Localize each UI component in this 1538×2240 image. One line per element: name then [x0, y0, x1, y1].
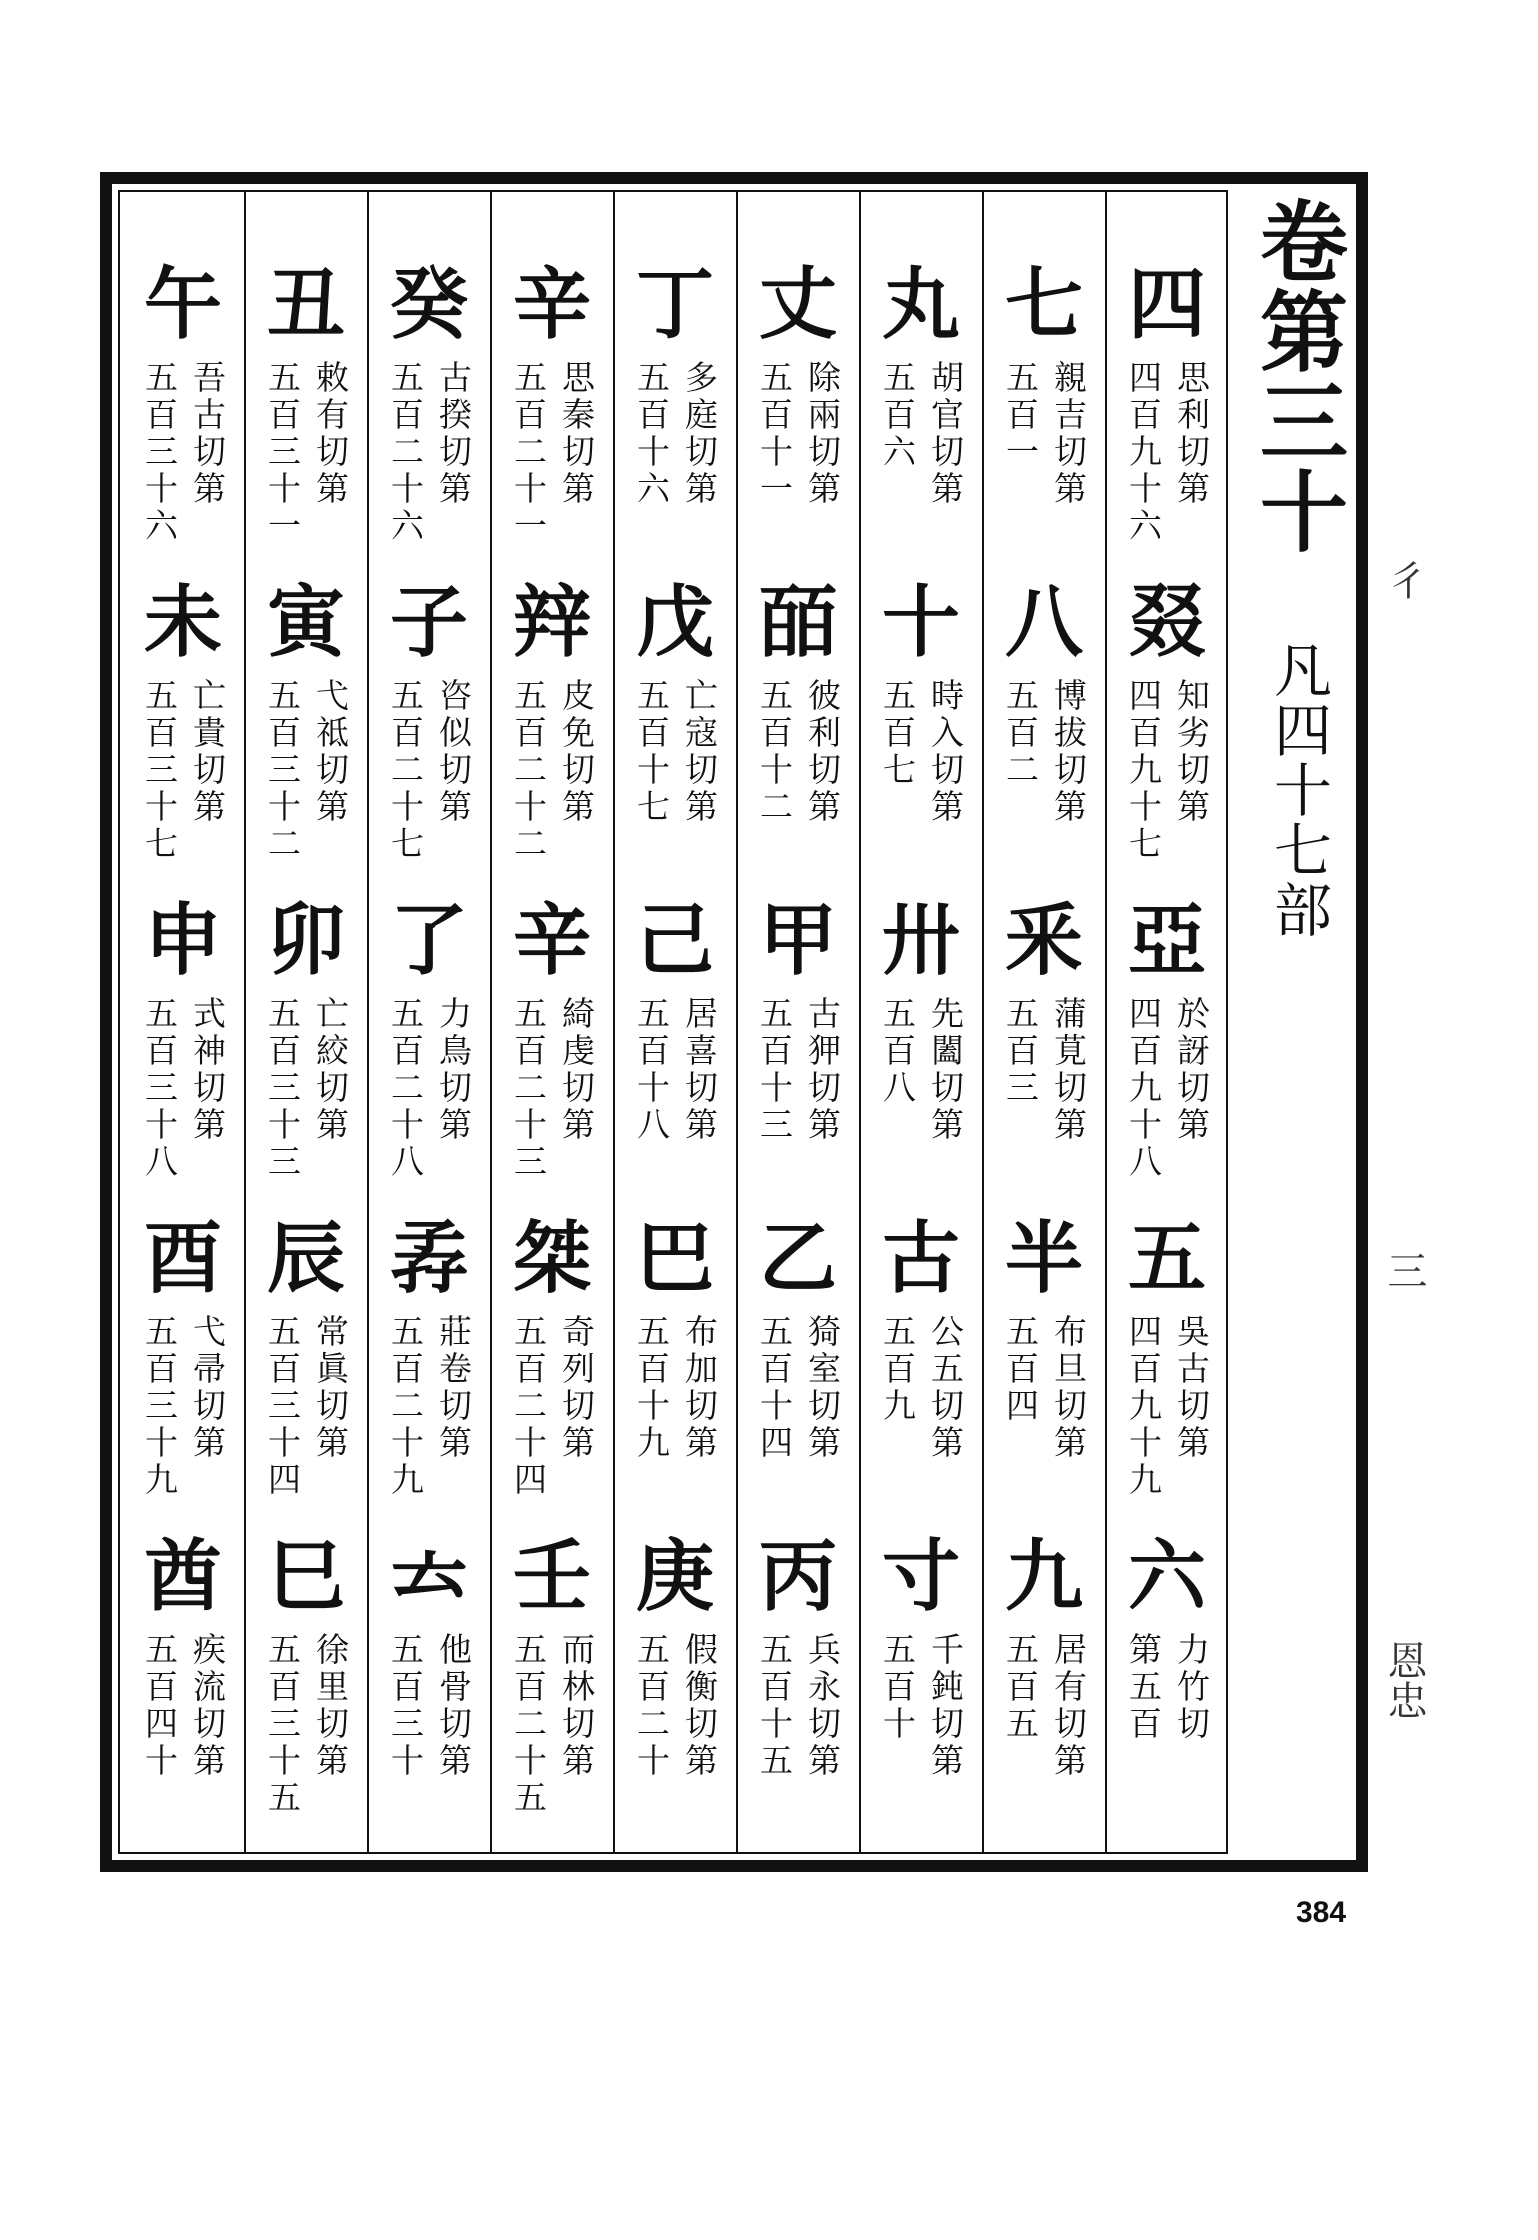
fanqie-reading: 假衡切第	[680, 1632, 719, 1780]
margin-fragment: 彳	[1381, 560, 1427, 600]
fanqie-reading: 弋帚切第	[188, 1314, 227, 1462]
radical-entry	[865, 578, 977, 896]
radical-head: 子	[389, 577, 468, 668]
fanqie-reading: 吾古切第	[188, 360, 227, 508]
fanqie-reading: 式神切第	[188, 996, 227, 1144]
radical-head: 四	[1127, 259, 1206, 350]
radical-entry	[250, 260, 362, 578]
radical-entry	[496, 1214, 608, 1532]
radical-number: 五百三十	[386, 1632, 425, 1780]
radical-number: 五百三十九	[140, 1314, 179, 1499]
radical-number: 五百十三	[755, 996, 794, 1144]
column-rule	[859, 190, 861, 1854]
fanqie-reading: 亡貴切第	[188, 678, 227, 826]
radical-head: 癸	[389, 259, 468, 350]
radical-head: 八	[1004, 577, 1083, 668]
radical-head: 五	[1127, 1213, 1206, 1304]
radical-number: 五百三十一	[263, 360, 302, 545]
fanqie-reading: 弋祗切第	[311, 678, 350, 826]
radical-head: 丁	[635, 259, 714, 350]
radical-head: 叕	[1127, 577, 1206, 668]
radical-entry	[988, 260, 1100, 578]
radical-head: 釆	[1004, 895, 1083, 986]
radical-number: 五百三十四	[263, 1314, 302, 1499]
fanqie-reading: 居有切第	[1049, 1632, 1088, 1780]
radical-entry	[865, 896, 977, 1214]
radical-entry	[250, 1214, 362, 1532]
column-rule	[367, 190, 369, 1854]
fanqie-reading: 於訝切第	[1172, 996, 1211, 1144]
radical-number: 五百九	[878, 1314, 917, 1425]
radical-number: 五百三	[1001, 996, 1040, 1107]
radical-number: 五百三十二	[263, 678, 302, 863]
radical-number: 五百七	[878, 678, 917, 789]
radical-number: 五百十四	[755, 1314, 794, 1462]
radical-head: 酋	[143, 1531, 222, 1622]
radical-head: 乙	[758, 1213, 837, 1304]
radical-head: 午	[143, 259, 222, 350]
fanqie-reading: 古揆切第	[434, 360, 473, 508]
radical-head: 戊	[635, 577, 714, 668]
fanqie-reading: 力鳥切第	[434, 996, 473, 1144]
radical-head: 𠫓	[389, 1531, 468, 1622]
radical-entry	[496, 260, 608, 578]
radical-entry	[127, 578, 239, 896]
radical-entry	[988, 578, 1100, 896]
radical-head: 庚	[635, 1531, 714, 1622]
radical-head: 辛	[512, 259, 591, 350]
radical-number: 五百二十七	[386, 678, 425, 863]
radical-number: 五百十六	[632, 360, 671, 508]
radical-head: 寅	[266, 577, 345, 668]
radical-number: 五百二十三	[509, 996, 548, 1181]
radical-entry	[373, 1532, 485, 1850]
radical-entry	[742, 896, 854, 1214]
radical-entry	[496, 578, 608, 896]
radical-head: 了	[389, 895, 468, 986]
radical-entry	[1111, 896, 1223, 1214]
radical-head: 七	[1004, 259, 1083, 350]
fanqie-reading: 皮免切第	[557, 678, 596, 826]
radical-entry	[988, 1214, 1100, 1532]
fanqie-reading: 居喜切第	[680, 996, 719, 1144]
fanqie-reading: 多庭切第	[680, 360, 719, 508]
fanqie-reading: 知劣切第	[1172, 678, 1211, 826]
radical-head: 辡	[512, 577, 591, 668]
radical-column	[619, 260, 731, 1850]
radical-head: 卅	[881, 895, 960, 986]
radical-number: 五百三十六	[140, 360, 179, 545]
fanqie-reading: 奇列切第	[557, 1314, 596, 1462]
radical-number: 五百十九	[632, 1314, 671, 1462]
radical-head: 寸	[881, 1531, 960, 1622]
radical-column	[373, 260, 485, 1850]
fanqie-reading: 兵永切第	[803, 1632, 842, 1780]
radical-head: 孨	[389, 1213, 468, 1304]
radical-entry	[250, 896, 362, 1214]
radical-entry	[373, 578, 485, 896]
fanqie-reading: 他骨切第	[434, 1632, 473, 1780]
fanqie-reading: 莊卷切第	[434, 1314, 473, 1462]
radical-entry	[742, 1532, 854, 1850]
radical-head: 半	[1004, 1213, 1083, 1304]
fanqie-reading: 常眞切第	[311, 1314, 350, 1462]
radical-entry	[619, 1214, 731, 1532]
section-count: 凡四十七部	[1264, 640, 1332, 940]
radical-number: 五百二十八	[386, 996, 425, 1181]
radical-entry	[127, 896, 239, 1214]
radical-entry	[1111, 260, 1223, 578]
fanqie-reading: 先闔切第	[926, 996, 965, 1144]
radical-column	[496, 260, 608, 1850]
column-rule	[613, 190, 615, 1854]
radical-entry	[742, 1214, 854, 1532]
radical-entry	[865, 1214, 977, 1532]
radical-entry	[1111, 578, 1223, 896]
radical-head: 古	[881, 1213, 960, 1304]
radical-number: 五百五	[1001, 1632, 1040, 1743]
fanqie-reading: 敕有切第	[311, 360, 350, 508]
radical-number: 五百二十二	[509, 678, 548, 863]
radical-entry	[373, 896, 485, 1214]
radical-number: 第五百	[1124, 1632, 1163, 1743]
radical-number: 五百十	[878, 1632, 917, 1743]
radical-entry	[988, 896, 1100, 1214]
fanqie-reading: 博拔切第	[1049, 678, 1088, 826]
radical-head: 九	[1004, 1531, 1083, 1622]
radical-head: 巴	[635, 1213, 714, 1304]
radical-head: 十	[881, 577, 960, 668]
fanqie-reading: 布旦切第	[1049, 1314, 1088, 1462]
radical-entry	[619, 578, 731, 896]
radical-number: 五百十二	[755, 678, 794, 826]
radical-entry	[865, 1532, 977, 1850]
radical-head: 未	[143, 577, 222, 668]
fanqie-reading: 公五切第	[926, 1314, 965, 1462]
radical-entry	[250, 1532, 362, 1850]
radical-head: 丙	[758, 1531, 837, 1622]
radical-entry	[1111, 1214, 1223, 1532]
radical-entry	[619, 896, 731, 1214]
margin-fragment: 三	[1381, 1250, 1427, 1290]
fanqie-reading: 時入切第	[926, 678, 965, 826]
fanqie-reading: 蒲莧切第	[1049, 996, 1088, 1144]
radical-number: 五百十七	[632, 678, 671, 826]
fanqie-reading: 疾流切第	[188, 1632, 227, 1780]
radical-number: 五百六	[878, 360, 917, 471]
radical-number: 五百四十	[140, 1632, 179, 1780]
radical-head: 壬	[512, 1531, 591, 1622]
radical-column	[250, 260, 362, 1850]
radical-head: 丸	[881, 259, 960, 350]
radical-number: 五百二十	[632, 1632, 671, 1780]
fanqie-reading: 思秦切第	[557, 360, 596, 508]
fanqie-reading: 亡寇切第	[680, 678, 719, 826]
radical-head: 辛	[512, 895, 591, 986]
radical-number: 五百三十八	[140, 996, 179, 1181]
radical-head: 丑	[266, 259, 345, 350]
radical-number: 五百十八	[632, 996, 671, 1144]
radical-head: 辰	[266, 1213, 345, 1304]
radical-column	[865, 260, 977, 1850]
radical-entry	[127, 260, 239, 578]
fanqie-reading: 千鈍切第	[926, 1632, 965, 1780]
radical-entry	[373, 1214, 485, 1532]
radical-entry	[742, 260, 854, 578]
radical-number: 五百八	[878, 996, 917, 1107]
volume-title: 卷第三十	[1246, 196, 1350, 556]
fanqie-reading: 親吉切第	[1049, 360, 1088, 508]
radical-head: 桀	[512, 1213, 591, 1304]
page-number: 384	[1296, 1896, 1347, 1929]
radical-entry	[496, 1532, 608, 1850]
radical-column	[1111, 260, 1223, 1850]
radical-entry	[127, 1532, 239, 1850]
radical-number: 五百三十五	[263, 1632, 302, 1817]
radical-column	[742, 260, 854, 1850]
radical-entry	[373, 260, 485, 578]
column-rule	[982, 190, 984, 1854]
column-rule	[244, 190, 246, 1854]
fanqie-reading: 徐里切第	[311, 1632, 350, 1780]
fanqie-reading: 而林切第	[557, 1632, 596, 1780]
radical-entry	[250, 578, 362, 896]
radical-column	[127, 260, 239, 1850]
fanqie-reading: 猗室切第	[803, 1314, 842, 1462]
radical-head: 巳	[266, 1531, 345, 1622]
radical-head: 己	[635, 895, 714, 986]
radical-entry	[988, 1532, 1100, 1850]
column-rule	[490, 190, 492, 1854]
fanqie-reading: 思利切第	[1172, 360, 1211, 508]
radical-column	[988, 260, 1100, 1850]
radical-head: 丈	[758, 259, 837, 350]
fanqie-reading: 古狎切第	[803, 996, 842, 1144]
column-rule	[1105, 190, 1107, 1854]
radical-head: 卯	[266, 895, 345, 986]
radical-entry	[619, 1532, 731, 1850]
radical-number: 五百二十一	[509, 360, 548, 545]
fanqie-reading: 綺虔切第	[557, 996, 596, 1144]
radical-head: 亞	[1127, 895, 1206, 986]
radical-head: 酉	[143, 1213, 222, 1304]
fanqie-reading: 布加切第	[680, 1314, 719, 1462]
radical-number: 五百二十九	[386, 1314, 425, 1499]
radical-number: 五百二十六	[386, 360, 425, 545]
fanqie-reading: 胡官切第	[926, 360, 965, 508]
radical-head: 皕	[758, 577, 837, 668]
radical-number: 五百十一	[755, 360, 794, 508]
fanqie-reading: 咨似切第	[434, 678, 473, 826]
radical-entry	[865, 260, 977, 578]
fanqie-reading: 力竹切	[1172, 1632, 1211, 1743]
radical-head: 甲	[758, 895, 837, 986]
radical-head: 申	[143, 895, 222, 986]
radical-number: 五百一	[1001, 360, 1040, 471]
radical-entry	[1111, 1532, 1223, 1850]
radical-number: 四百九十九	[1124, 1314, 1163, 1499]
radical-entry	[619, 260, 731, 578]
radical-number: 四百九十七	[1124, 678, 1163, 863]
radical-number: 五百二	[1001, 678, 1040, 789]
radical-entry	[127, 1214, 239, 1532]
radical-number: 五百十五	[755, 1632, 794, 1780]
radical-number: 五百三十七	[140, 678, 179, 863]
fanqie-reading: 吳古切第	[1172, 1314, 1211, 1462]
radical-number: 五百三十三	[263, 996, 302, 1181]
fanqie-reading: 彼利切第	[803, 678, 842, 826]
radical-entry	[742, 578, 854, 896]
radical-number: 五百二十四	[509, 1314, 548, 1499]
margin-fragment: 恩忠	[1381, 1640, 1427, 1720]
radical-number: 四百九十八	[1124, 996, 1163, 1181]
radical-number: 五百四	[1001, 1314, 1040, 1425]
fanqie-reading: 亡絞切第	[311, 996, 350, 1144]
radical-number: 四百九十六	[1124, 360, 1163, 545]
radical-number: 五百二十五	[509, 1632, 548, 1817]
radical-entry	[496, 896, 608, 1214]
fanqie-reading: 除兩切第	[803, 360, 842, 508]
column-rule	[736, 190, 738, 1854]
radical-head: 六	[1127, 1531, 1206, 1622]
